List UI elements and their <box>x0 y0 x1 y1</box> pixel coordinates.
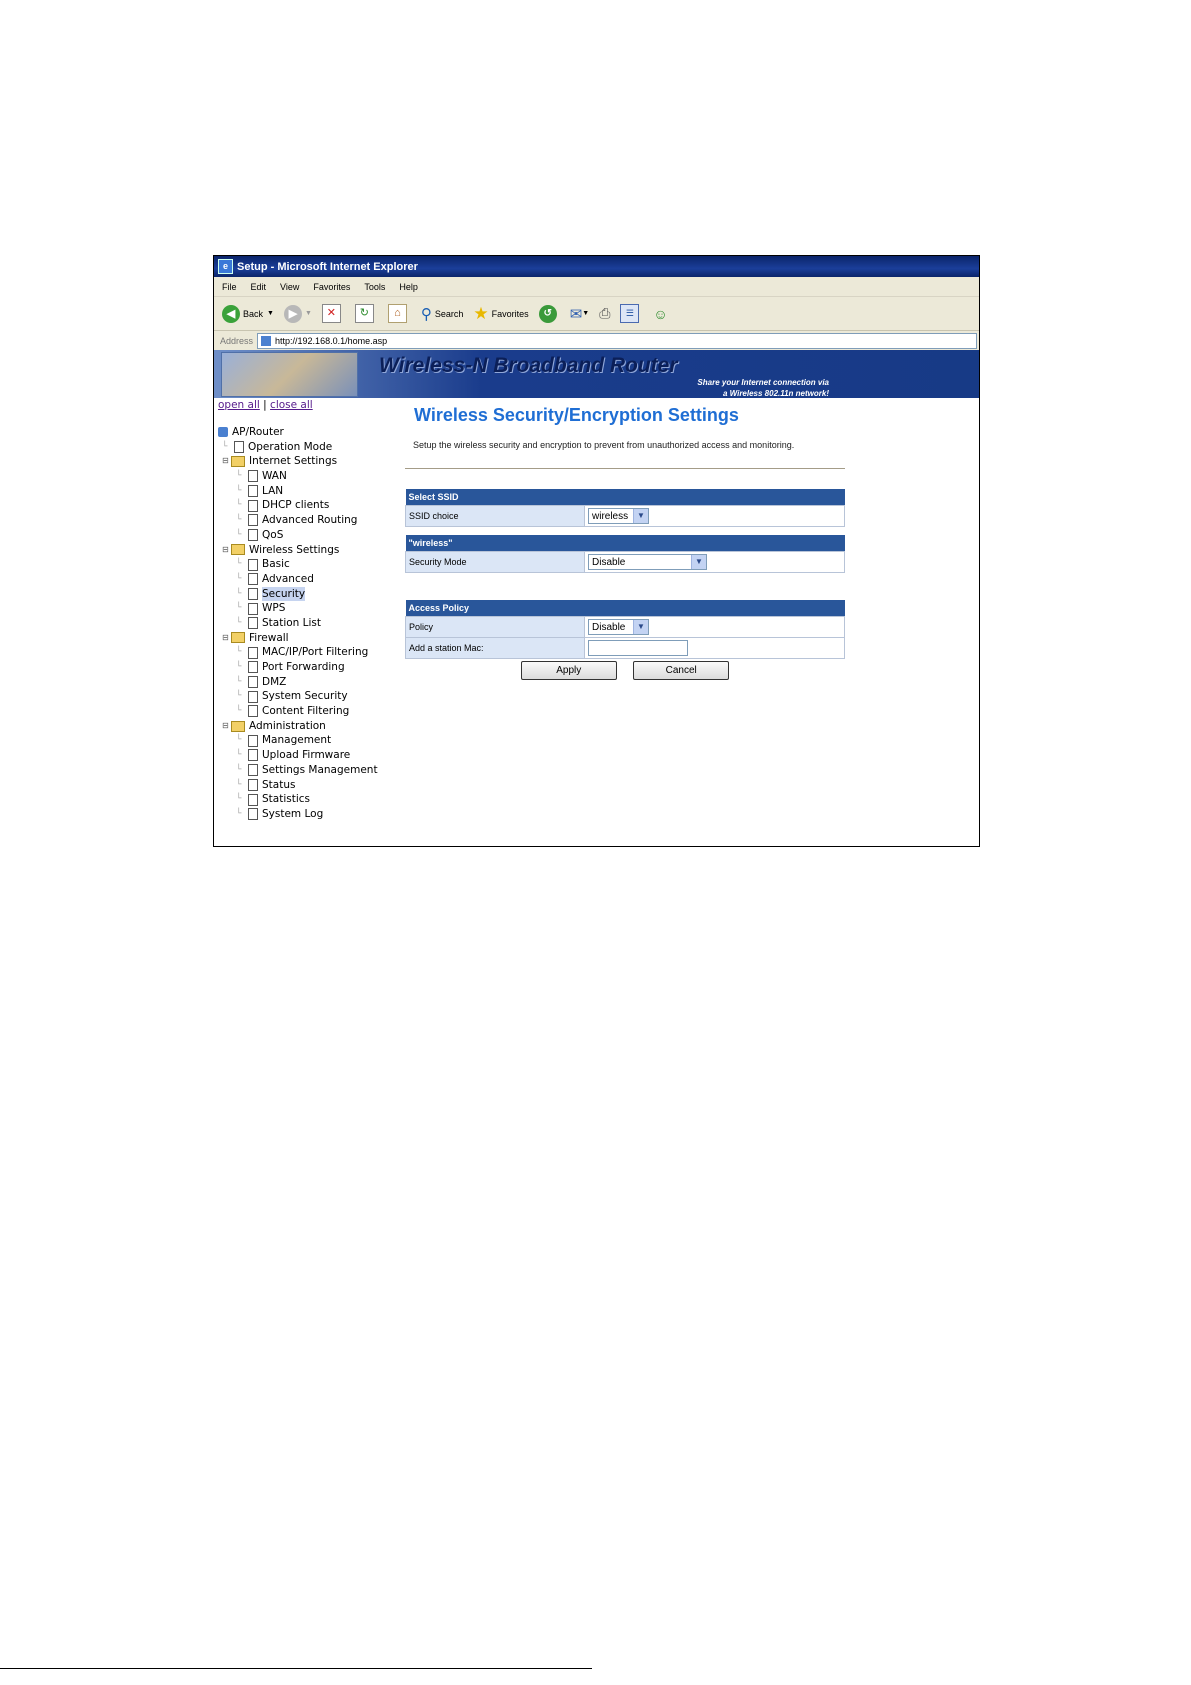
mail-icon: ✉ <box>569 305 583 323</box>
close-all-link[interactable]: close all <box>270 399 313 411</box>
banner-tagline <box>697 377 829 399</box>
network-icon <box>218 427 228 437</box>
collapse-icon: ⊟ <box>222 720 229 730</box>
tree-item-wan[interactable]: └ WAN <box>236 470 287 483</box>
policy-cell <box>585 617 845 638</box>
chevron-down-icon: ▼ <box>633 509 648 523</box>
banner-tagline-line2: a Wireless 802.11n network! <box>722 389 829 398</box>
page-icon <box>248 529 258 541</box>
folder-icon <box>231 632 245 643</box>
tree-links <box>218 399 398 411</box>
security-mode-cell <box>585 552 845 573</box>
back-label: Back <box>243 308 264 319</box>
refresh-button[interactable] <box>355 304 378 323</box>
page-icon <box>248 764 258 776</box>
toolbar <box>214 297 979 331</box>
stop-button[interactable] <box>322 304 345 323</box>
title-bar <box>214 256 979 277</box>
page-icon <box>248 779 258 791</box>
forward-arrow-icon: ▶ <box>284 305 302 323</box>
dropdown-arrow-icon: ▼ <box>582 310 590 317</box>
page-icon <box>248 470 258 482</box>
dropdown-arrow-icon: ▼ <box>267 310 274 317</box>
page-description: Setup the wireless security and encryption to prevent from unauthorized access and monitoring. <box>413 440 795 450</box>
page-icon <box>248 749 258 761</box>
home-icon: ⌂ <box>388 304 407 323</box>
page-icon <box>248 588 258 600</box>
tree-item-management[interactable]: └ Management <box>236 734 332 747</box>
open-all-link[interactable]: open all <box>218 399 260 411</box>
banner-photo <box>221 352 358 397</box>
address-input[interactable] <box>257 333 977 349</box>
address-bar <box>214 331 979 352</box>
browser-window <box>213 255 980 847</box>
policy-value: Disable <box>592 621 626 633</box>
policy-select[interactable] <box>588 619 649 635</box>
tree-item-upload-firmware[interactable]: └ Upload Firmware <box>236 749 351 762</box>
security-mode-select[interactable] <box>588 554 707 570</box>
mail-button[interactable] <box>570 305 590 323</box>
security-mode-value: Disable <box>592 556 626 568</box>
folder-icon <box>231 544 245 555</box>
station-mac-label: Add a station Mac: <box>406 638 585 659</box>
page-icon <box>248 559 258 571</box>
page-icon <box>248 617 258 629</box>
menu-tools[interactable]: Tools <box>364 281 386 292</box>
menu-bar <box>214 277 979 297</box>
collapse-icon: ⊟ <box>222 544 229 554</box>
search-button[interactable] <box>421 305 464 323</box>
forward-button[interactable] <box>284 305 312 323</box>
tree-root-label: AP/Router <box>232 426 284 438</box>
tree-item-settings-management[interactable]: └ Settings Management <box>236 763 378 776</box>
page-icon <box>248 676 258 688</box>
page-icon <box>248 735 258 747</box>
tree-item-qos[interactable]: └ QoS <box>236 528 284 541</box>
back-arrow-icon: ◀ <box>222 305 240 323</box>
menu-favorites[interactable]: Favorites <box>313 281 351 292</box>
tree-folder-wireless-settings[interactable]: ⊟ Wireless Settings <box>222 543 340 556</box>
home-button[interactable] <box>388 304 411 323</box>
page-title: Wireless Security/Encryption Settings <box>414 405 739 425</box>
folder-icon <box>231 721 245 732</box>
page-icon <box>234 441 244 453</box>
tree-item-port-forwarding[interactable]: └ Port Forwarding <box>236 661 345 673</box>
cancel-button[interactable]: Cancel <box>633 661 729 680</box>
page-icon <box>248 691 258 703</box>
search-icon: ⚲ <box>420 305 432 323</box>
station-mac-input[interactable] <box>588 640 688 656</box>
nav-sidebar <box>218 399 398 822</box>
access-policy-table <box>405 600 845 659</box>
edit-button[interactable] <box>620 304 643 323</box>
main-content <box>405 399 845 680</box>
page-icon <box>248 603 258 615</box>
page-icon <box>248 794 258 806</box>
favorites-button[interactable] <box>473 304 528 324</box>
tree-root[interactable] <box>218 425 398 440</box>
refresh-icon: ↻ <box>355 304 374 323</box>
collapse-icon: ⊟ <box>222 456 229 466</box>
tree-item-content-filtering[interactable]: └ Content Filtering <box>236 705 350 718</box>
form-buttons <box>405 660 845 680</box>
access-policy-header: Access Policy <box>406 600 845 617</box>
address-label: Address <box>220 336 254 346</box>
page-icon <box>248 661 258 673</box>
history-button[interactable] <box>539 305 560 323</box>
tree-item-wps[interactable]: └ WPS <box>236 602 286 615</box>
folder-icon <box>231 456 245 467</box>
policy-label: Policy <box>406 617 585 638</box>
menu-help[interactable]: Help <box>399 281 418 292</box>
tree-item-statistics[interactable]: └ Statistics <box>236 793 310 806</box>
banner-tagline-line1: Share your Internet connection via <box>697 378 829 387</box>
messenger-icon: ☺ <box>653 305 668 322</box>
tree-folder-internet-settings[interactable]: ⊟ Internet Settings <box>222 455 338 468</box>
select-ssid-header: Select SSID <box>406 489 845 506</box>
tree-item-security[interactable]: └ Security <box>236 587 306 600</box>
back-button[interactable] <box>222 305 274 323</box>
nav-tree <box>218 425 398 822</box>
page-icon <box>248 808 258 820</box>
page-icon <box>248 514 258 526</box>
star-icon: ★ <box>473 303 489 323</box>
ssid-choice-cell <box>585 506 845 527</box>
ssid-choice-select[interactable] <box>588 508 649 524</box>
tree-item-station-list[interactable]: └ Station List <box>236 616 322 629</box>
window-title: Setup - Microsoft Internet Explorer <box>237 260 418 273</box>
print-button[interactable] <box>599 305 610 322</box>
page-icon <box>248 500 258 512</box>
address-url: http://192.168.0.1/home.asp <box>275 336 388 346</box>
dropdown-arrow-icon: ▼ <box>304 310 312 317</box>
favorites-label: Favorites <box>491 308 529 319</box>
page-icon <box>248 647 258 659</box>
ssid-section-header: "wireless" <box>406 535 845 552</box>
chevron-down-icon: ▼ <box>691 555 706 569</box>
page-icon <box>261 336 271 346</box>
tree-folder-administration[interactable]: ⊟ Administration <box>222 719 326 732</box>
footnote-rule <box>0 1668 592 1669</box>
stop-icon: ✕ <box>322 304 341 323</box>
page-icon <box>248 485 258 497</box>
tree-item-operation-mode[interactable]: └ Operation Mode <box>222 440 333 453</box>
station-mac-cell <box>585 638 845 659</box>
tree-item-advanced[interactable]: └ Advanced <box>236 572 314 585</box>
tree-item-mac-ip-port-filtering[interactable]: └ MAC/IP/Port Filtering <box>236 646 369 659</box>
tree-item-system-log[interactable]: └ System Log <box>236 807 324 820</box>
page-icon <box>248 705 258 717</box>
security-mode-label: Security Mode <box>406 552 585 573</box>
tree-item-dmz[interactable]: └ DMZ <box>236 675 287 688</box>
page-icon <box>248 573 258 585</box>
banner-title: Wireless-N Broadband Router <box>379 354 678 377</box>
apply-button[interactable]: Apply <box>521 661 617 680</box>
menu-file[interactable]: File <box>222 281 237 292</box>
history-icon: ↺ <box>539 305 557 323</box>
tree-item-dhcp-clients[interactable]: └ DHCP clients <box>236 499 330 512</box>
menu-view[interactable]: View <box>280 281 300 292</box>
router-banner <box>214 350 979 398</box>
ssid-choice-value: wireless <box>592 510 629 522</box>
ssid-choice-label: SSID choice <box>406 506 585 527</box>
menu-edit[interactable]: Edit <box>250 281 267 292</box>
tree-item-status[interactable]: └ Status <box>236 778 296 791</box>
tree-item-system-security[interactable]: └ System Security <box>236 690 348 703</box>
tree-item-advanced-routing[interactable]: └ Advanced Routing <box>236 514 358 527</box>
divider <box>405 468 845 469</box>
ie-icon: e <box>218 259 233 274</box>
link-separator: | <box>263 399 267 411</box>
print-icon: ⎙ <box>599 305 611 321</box>
tree-item-lan[interactable]: └ LAN <box>236 484 284 497</box>
select-ssid-table <box>405 489 845 527</box>
messenger-button[interactable] <box>653 306 667 322</box>
edit-icon: ☰ <box>620 304 639 323</box>
search-label: Search <box>434 308 464 319</box>
collapse-icon: ⊟ <box>222 632 229 642</box>
ssid-security-table <box>405 535 845 573</box>
tree-folder-firewall[interactable]: ⊟ Firewall <box>222 631 289 644</box>
tree-item-basic[interactable]: └ Basic <box>236 558 290 571</box>
chevron-down-icon: ▼ <box>633 620 648 634</box>
